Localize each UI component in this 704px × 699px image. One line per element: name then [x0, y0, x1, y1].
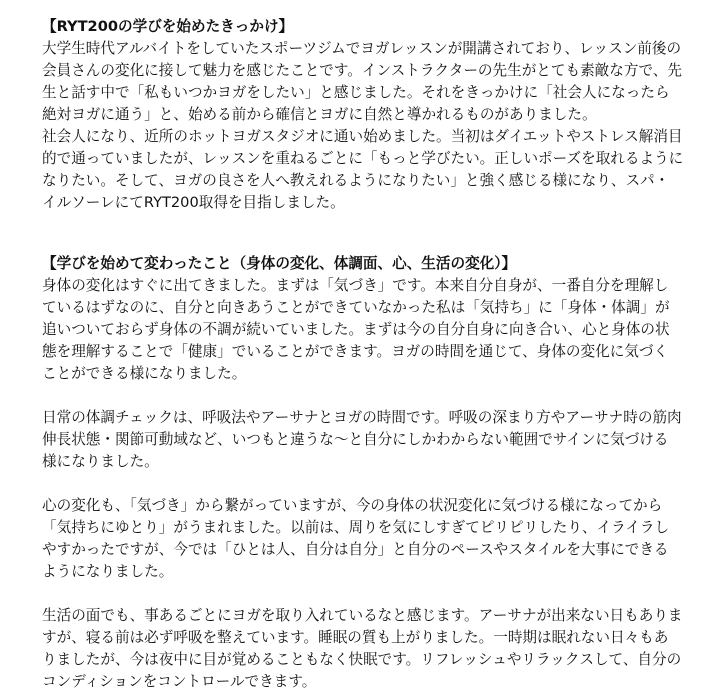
text-line: 絶対ヨガに通う」と、始める前から確信とヨガに自然と導かれるものがありました。 — [42, 106, 597, 123]
section-heading-motivation: 【RYT200の学びを始めたきっかけ】 — [42, 18, 294, 35]
paragraph-condition-check — [42, 407, 682, 473]
paragraph-spacer — [42, 473, 652, 495]
text-line: 「気持ちにゆとり」がうまれました。以前は、周りを気にしすぎてピリピリしたり、イライラし — [42, 519, 670, 536]
text-line: 態を理解することで「健康」でいることができます。ヨガの時間を通じて、身体の変化に気づく — [42, 343, 669, 360]
text-line: 会員さんの変化に接して魅力を感じたことです。インストラクターの先生がとても素敵な方で、先 — [42, 62, 682, 79]
text-line: 伸長状態・関節可動域など、いつもと違うな〜と自分にしかわからない範囲でサインに気づける — [42, 431, 669, 448]
text-line: 追いついておらず身体の不調が続いていました。まずは今の自分自身に向き合い、心と身体の状 — [42, 321, 670, 338]
paragraph-body-changes — [42, 275, 670, 385]
text-line: ことができる様になりました。 — [42, 365, 247, 382]
section-motivation — [42, 16, 684, 214]
text-line: 大学生時代アルバイトをしていたスポーツジムでヨガレッスンが開講されており、レッスン前後の — [42, 40, 682, 57]
paragraph-spacer — [42, 385, 652, 407]
paragraph-mind-changes — [42, 495, 670, 583]
text-line: 身体の変化はすぐに出てきました。まずは「気づき」です。本来自分自身が、一番自分を理解し — [42, 277, 669, 294]
text-line: 様になりました。 — [42, 453, 159, 470]
text-line: コンディションをコントロールできます。 — [42, 673, 317, 690]
text-line: 生活の面でも、事あるごとにヨガを取り入れているなと感じます。アーサナが出来ない日もありま — [42, 607, 683, 624]
section-spacer — [42, 214, 652, 253]
text-line: 心の変化も、「気づき」から繋がっていますが、今の身体の状況変化に気づける様になってから — [42, 497, 663, 514]
text-line: 日常の体調チェックは、呼吸法やアーサナとヨガの時間です。呼吸の深まり方やアーサナ時の筋肉 — [42, 409, 682, 426]
text-line: すが、寝る前は必ず呼吸を整えています。睡眠の質も上がりました。一時期は眠れない日々もあ — [42, 629, 669, 646]
text-line: イルソーレにてRYT200取得を目指しました。 — [42, 194, 345, 211]
paragraph-lifestyle-changes — [42, 605, 683, 693]
text-line: なりたい。そして、ヨガの良さを人へ教えれるようになりたい」と強く感じる様になり、スパ・ — [42, 172, 670, 189]
paragraph-spacer — [42, 583, 652, 605]
section-heading-changes: 【学びを始めて変わったこと（身体の変化、体調面、心、生活の変化）】 — [42, 255, 517, 272]
text-line: やすかったですが、今では「ひとは人、自分は自分」と自分のペースやスタイルを大事にできる — [42, 541, 669, 558]
text-line: ようになりました。 — [42, 563, 174, 580]
text-line: ているはずなのに、自分と向きあうことができていなかった私は「気持ち」に「身体・体調」が — [42, 299, 670, 316]
section-changes — [42, 253, 683, 693]
text-line: 的で通っていましたが、レッスンを重ねるごとに「もっと学びたい。正しいポーズを取れるように — [42, 150, 684, 167]
text-line: 社会人になり、近所のホットヨガスタジオに通い始めました。当初はダイエットやストレス解消目 — [42, 128, 683, 145]
text-line: 生と話す中で「私もいつかヨガをしたい」と感じました。それをきっかけに「社会人になったら — [42, 84, 670, 101]
text-line: りましたが、今は夜中に目が覚めることもなく快眠です。リフレッシュやリラックスして、自分の — [42, 651, 682, 668]
